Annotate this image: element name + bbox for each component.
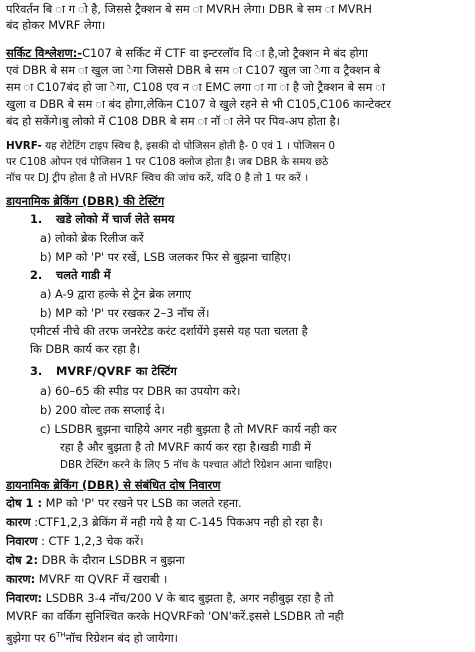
step-1b: b) MP को 'P' पर रखें, LSB जलकर फिर से बुझना चाहिए। xyxy=(40,250,292,264)
hvrf-label: HVRF- xyxy=(6,140,42,152)
circuit-text-1: C107 बे सर्किट में CTF वा इन्टरलॉव दि ा है,जो ट्रैक्शन मे बंद होगा xyxy=(82,46,368,60)
dbr-testing-heading: डायनामिक ब्रेकिंग (DBR) की टेस्टिंग xyxy=(6,194,165,208)
step-3c-line-3: DBR टेस्टिंग करने के लिए 5 नॉच के पश्चात ऑटो रिग्रेशन आना चाहिए। xyxy=(60,459,333,471)
hvrf-line-2: पर C108 ओपन एवं पोजिसन 1 पर C108 क्लोज होता है। जब DBR के समय छठे xyxy=(6,156,329,168)
remedy-1-label: निवारण xyxy=(6,534,38,548)
cause-2-text: MVRF या QVRF में खराबी । xyxy=(35,572,168,586)
circuit-heading: सर्किट विश्लेशण:- xyxy=(6,46,83,60)
circuit-line-5: बंद हो सकेंगे।बु लोको में C108 DBR बे सम ा नॉ ा लेने पर पिव-अप होता है। xyxy=(6,114,340,128)
step-1-title xyxy=(30,212,469,227)
cause-1-line xyxy=(6,515,469,530)
hvrf-line-3: नॉच पर DJ ट्रीप होता है तो HVRF स्विच की जांच करें, यदि 0 है तो 1 पर करें । xyxy=(6,172,309,184)
step-2a: a) A-9 द्वारा हल्के से ट्रेन ब्रेक लगाए xyxy=(40,287,192,301)
step-3c-line-1: c) LSDBR बुझना चाहिये अगर नही बुझता है तो MVRF कार्य नही कर xyxy=(40,422,337,436)
circuit-line-1 xyxy=(6,46,469,61)
step-3-title-text: MVRF/QVRF का टेस्टिंग xyxy=(56,364,177,378)
remedy-1-line xyxy=(6,534,469,549)
fault-2-text: DBR के दौरान LSDBR न बुझना xyxy=(38,553,185,567)
step-1-title-text: खडे लोको में चार्ज लेते समय xyxy=(56,212,175,226)
fault-2-label: दोष 2: xyxy=(6,553,39,567)
remedy-2-line-2: MVRF का वर्किग सुनिश्चित करके HQVRFको 'ON'करें.इससे LSDBR तो नही xyxy=(6,609,344,623)
step-2-number: 2. xyxy=(30,268,43,282)
cause-2-line xyxy=(6,572,469,587)
step-2-note-2: कि DBR कार्य कर रहा है। xyxy=(30,342,141,356)
hvrf-line-1 xyxy=(6,139,469,154)
step-2b: b) MP को 'P' पर रखकर 2–3 नॉच लें। xyxy=(40,306,210,320)
remedy-2-label: निवारण: xyxy=(6,591,43,605)
step-3b: b) 200 वोल्ट तक सप्लाई दे। xyxy=(40,403,165,417)
intro-line-2: बंद होकर MVRF लेगा। xyxy=(6,18,106,32)
remedy-2-text-3b: नॉच रिग्रेशन बंद हो जायेगा। xyxy=(65,630,178,645)
step-1-number: 1. xyxy=(30,212,43,226)
fault-1-text: MP को 'P' पर रखने पर LSB का जलते रहना. xyxy=(42,496,242,510)
remedy-1-text: : CTF 1,2,3 चेक करें। xyxy=(37,534,144,548)
step-3c-line-2: रहा है और बुझता है तो MVRF कार्य कर रहा है।खडी गाडी में xyxy=(60,440,311,454)
remedy-2-line-1 xyxy=(6,591,469,606)
cause-2-label: कारण: xyxy=(6,572,36,586)
remedy-2-text-1: LSDBR 3-4 नॉच/200 V के बाद बुझता है, अगर नहीबुझ रहा है तो xyxy=(42,591,334,605)
step-2-title-text: चलते गाडी में xyxy=(56,268,111,282)
remedy-2-superscript: TH xyxy=(56,631,66,639)
fault-1-line xyxy=(6,496,469,511)
circuit-line-2: एवं DBR बे सम ा खुल जा ेगा जिससे DBR बे सम ा C107 खुल जा ेगा व ट्रैक्शन बे xyxy=(6,63,381,77)
cause-1-text: :CTF1,2,3 ब्रेकिंग में नही गये है या C-145 पिकअप नही हो रहा है। xyxy=(30,515,323,529)
cause-1-label: कारण xyxy=(6,515,31,529)
circuit-line-4: खुला व DBR बे सम ा बंद होगा,लेकिन C107 वे खुले रहने से भी C105,C106 कान्टेक्टर xyxy=(6,97,391,111)
hvrf-text-1: यह रोटेटिंग टाइप स्विच है, इसकी दो पोजिसन होती है- 0 एवं 1 । पोजिसन 0 xyxy=(41,140,336,152)
step-3-title xyxy=(30,364,469,379)
step-1a: a) लोको ब्रेक रिलीज करें xyxy=(40,231,144,245)
step-2-title xyxy=(30,268,469,283)
circuit-line-3: सम ा C107बंद हो जा ेगा, C108 एव न ा EMC लगा ा गा ा है जो ट्रैक्शन बे सम ा xyxy=(6,80,385,94)
fault-2-line xyxy=(6,553,469,568)
fault-1-label: दोष 1 : xyxy=(6,496,42,510)
remedy-2-text-3a: बुझेगा पर 6 xyxy=(6,630,57,645)
step-2-note-1: एमीटर्स नीचे की तरफ जनरेटेड करंट दर्शायेंगे इससे यह पता चलता है xyxy=(30,324,308,338)
step-3a: a) 60–65 की स्पीड पर DBR का उपयोग करे। xyxy=(40,384,241,398)
intro-line-1: परिवर्तन बि ा ग ो है, जिससे ट्रैक्शन बे सम ा MVRH लेगा। DBR बे सम ा MVRH xyxy=(6,2,372,16)
step-3-number: 3. xyxy=(30,364,43,378)
remedy-2-line-3 xyxy=(6,628,469,646)
faults-heading: डायनामिक ब्रेकिंग (DBR) से संबंधित दोष निवारण xyxy=(6,478,221,492)
